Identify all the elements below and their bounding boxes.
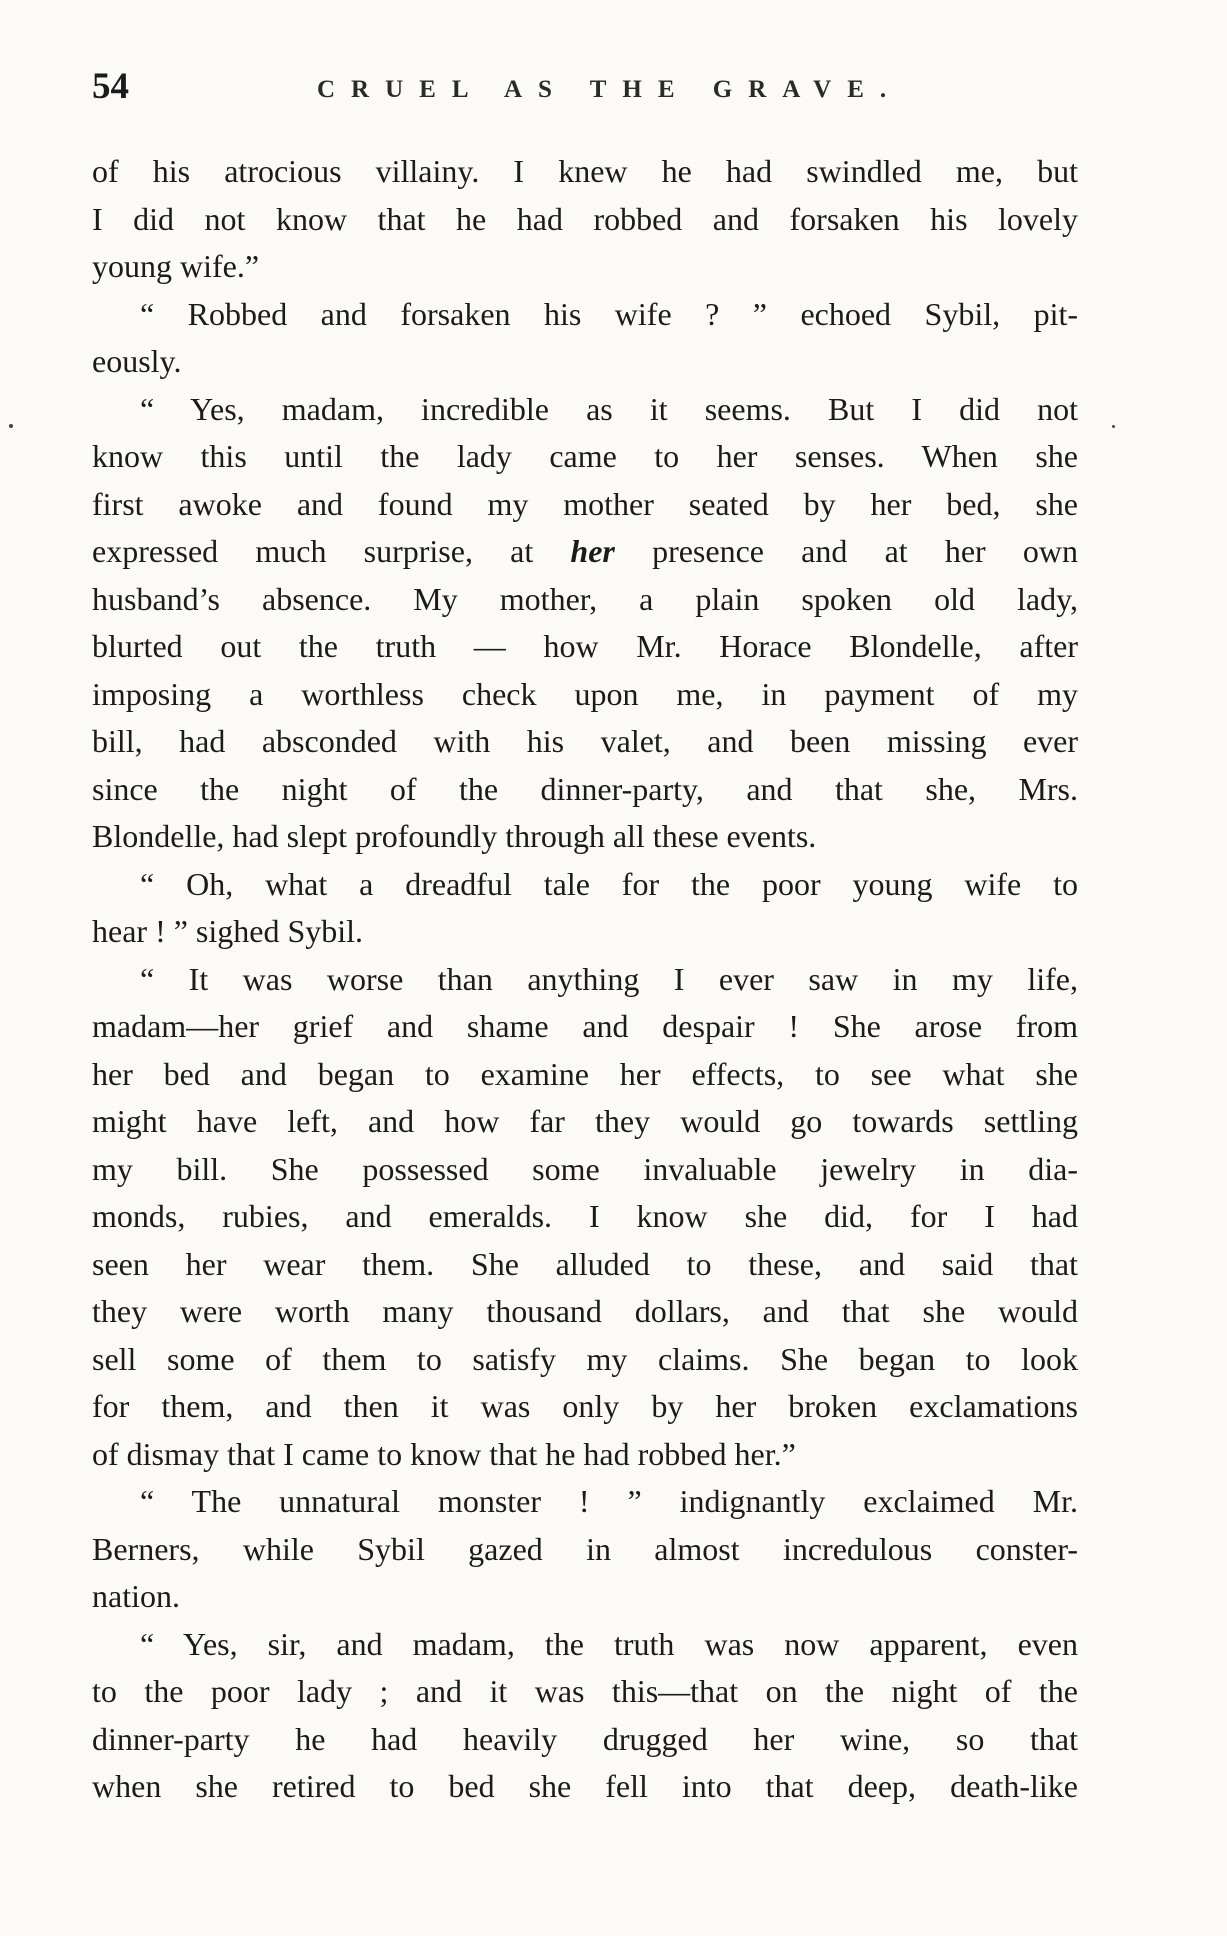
text-line: eously. (92, 343, 182, 379)
text-line: might have left, and how far they would go towards settling (92, 1103, 1078, 1139)
emphasized-word: her (570, 533, 615, 569)
body-text (92, 148, 1078, 1811)
text-line: I did not know that he had robbed and forsaken his lovely (92, 200, 1078, 237)
text-line: “ Robbed and forsaken his wife ? ” echoed Sybil, pit- (140, 295, 1078, 332)
text-line: my bill. She possessed some invaluable jewelry in dia- (92, 1150, 1078, 1187)
text-line: “ Yes, madam, incredible as it seems. But I did not (140, 390, 1078, 427)
text-line: “ The unnatural monster ! ” indignantly exclaimed Mr. (140, 1483, 1078, 1519)
text-segment: expressed much surprise, at (92, 533, 534, 569)
text-line: husband’s absence. My mother, a plain spoken old lady, (92, 580, 1078, 617)
text-line: nation. (92, 1578, 180, 1614)
text-line: they were worth many thousand dollars, and that she would (92, 1293, 1078, 1329)
text-line: young wife.” (92, 248, 260, 284)
text-line: monds, rubies, and emeralds. I know she did, for I had (92, 1198, 1078, 1234)
text-line: seen her wear them. She alluded to these, and said that (92, 1245, 1078, 1282)
text-line: Blondelle, had slept profoundly through all these events. (92, 818, 817, 854)
text-line: for them, and then it was only by her broken exclamations (92, 1388, 1078, 1424)
text-line: Berners, while Sybil gazed in almost incredulous conster- (92, 1530, 1078, 1567)
text-line: since the night of the dinner-party, and that she, Mrs. (92, 770, 1078, 807)
running-title: CRUEL AS THE GRAVE. (317, 76, 903, 103)
print-speck (9, 424, 13, 428)
text-line: to the poor lady ; and it was this—that on the night of the (92, 1673, 1078, 1709)
text-line: “ It was worse than anything I ever saw in my life, (140, 960, 1078, 997)
text-segment: presence and at her own (652, 533, 1078, 569)
text-line: hear ! ” sighed Sybil. (92, 913, 364, 949)
text-line: of his atrocious villainy. I knew he had swindled me, but (92, 153, 1078, 189)
text-line: blurted out the truth — how Mr. Horace Blondelle, after (92, 628, 1078, 664)
text-line: bill, had absconded with his valet, and been missing ever (92, 723, 1078, 759)
text-line: sell some of them to satisfy my claims. She began to look (92, 1340, 1078, 1377)
text-line: when she retired to bed she fell into that deep, death-like (92, 1768, 1078, 1804)
text-line: “ Oh, what a dreadful tale for the poor young wife to (140, 865, 1078, 902)
print-speck (1112, 425, 1115, 428)
text-line: her bed and began to examine her effects, to see what she (92, 1055, 1078, 1092)
text-line: “ Yes, sir, and madam, the truth was now apparent, even (140, 1625, 1078, 1662)
text-line: imposing a worthless check upon me, in payment of my (92, 675, 1078, 712)
text-line: first awoke and found my mother seated by her bed, she (92, 485, 1078, 522)
text-line: know this until the lady came to her senses. When she (92, 438, 1078, 474)
text-line: of dismay that I came to know that he had robbed her.” (92, 1435, 796, 1472)
text-line-with-emphasis (92, 528, 1078, 576)
page-number: 54 (92, 66, 129, 107)
text-line: madam—her grief and shame and despair ! She arose from (92, 1008, 1078, 1044)
text-line: dinner-party he had heavily drugged her wine, so that (92, 1720, 1078, 1757)
page-header (92, 63, 1082, 111)
